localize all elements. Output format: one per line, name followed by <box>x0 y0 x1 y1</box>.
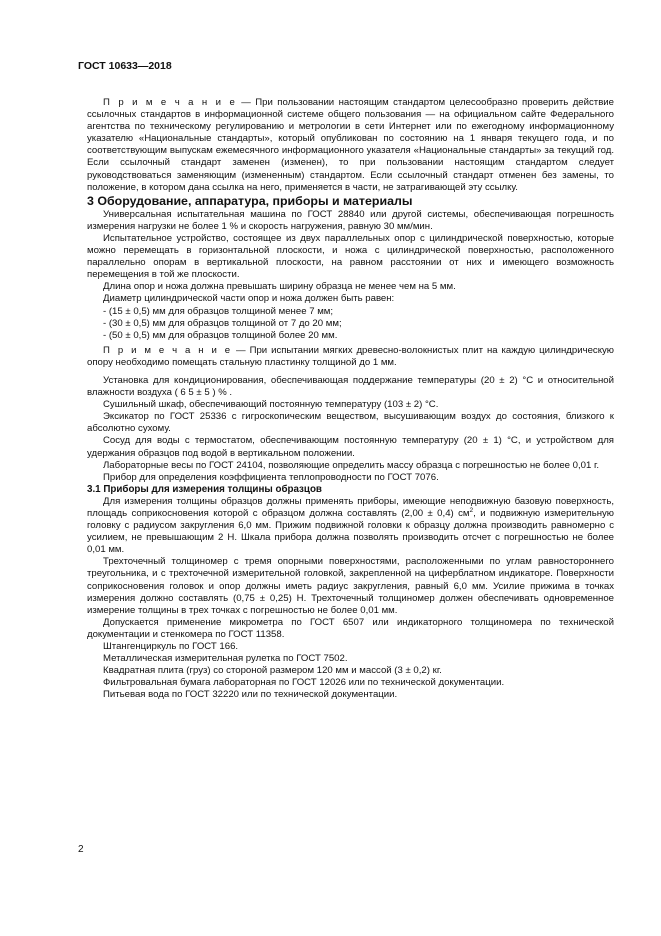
paragraph: Допускается применение микрометра по ГОСТ 6507 или индикаторного толщиномера по технической документации и стенкомера по ГОСТ 11358. <box>87 616 614 640</box>
note-label: П р и м е ч а н и е <box>103 344 233 356</box>
paragraph: Длина опор и ножа должна превышать ширину образца не менее чем на 5 мм. <box>103 281 456 293</box>
note-text: — При пользовании настоящим стандартом целесообразно проверить действие ссылочных стандартов в информационной системе общего пользования — на официальном сайте Федерального агентства по техническому регулированию и метрологии в сети Интернет или по ежегодному информационному указателю «Национальные стандарты», который опубликован по состоянию на 1 января текущего года, и по соответствующим выпускам ежемесячного информационного указателя «Национальные стандарты» за текущий год. Если ссылочный стандарт заменен (изменен), то при пользовании настоящим стандартом следует руководствоваться заменяющим (измененным) стандартом. Если ссылочный стандарт отменен без замены, то положение, в котором дана ссылка на него, применяется в части, не затрагивающей эту ссылку. <box>87 97 614 193</box>
paragraph: Диаметр цилиндрической части опор и ножа должен быть равен: <box>103 293 395 305</box>
paragraph: Испытательное устройство, состоящее из двух параллельных опор с цилиндрической поверхностью, которые можно перемещать в горизонтальной плоскости, и ножа с цилиндрической поверхностью, расположенного параллельно опорам в вертикальной плоскости, на равном расстоянии от них и имеющего возможность перемещения в той же плоскости. <box>87 232 614 281</box>
paragraph: Универсальная испытательная машина по ГОСТ 28840 или другой системы, обеспечивающая погрешность измерения нагрузки не более 1 % и скорость нагружения, равную 30 мм/мин. <box>87 208 614 232</box>
paragraph: Трехточечный толщиномер с тремя опорными поверхностями, расположенными по углам равностороннего треугольника, и с трехточечной измерительной головкой, закрепленной на циферблатном индикаторе. Поверхности соприкосновения головок и опор должны иметь радиус закругления, равный 6,0 мм. Усилие прижима в точках измерения должно составлять (0,75 ± 0,25) Н. Трехточечный толщиномер должен обеспечивать одновременное измерение толщины в трех точках с погрешностью не более 0,01 мм. <box>87 556 614 616</box>
list-item: - (50 ± 0,5) мм для образцов толщиной более 20 мм. <box>103 329 338 341</box>
text-run: , и подвижную измерительную головку с радиусом закругления 6,0 мм. Прижим подвижной головки к образцу должна производить равномерно с усилием, не превышающим 2 Н. Шкала прибора должна позволять производить отсчет с погрешностью не более 0,01 мм. <box>87 508 614 556</box>
text-run: Для измерения толщины образцов должны применять приборы, имеющие неподвижную базовую поверхность, площадь соприкосновения которой с образцом должна составлять (2,00 ± 0,4) см <box>87 495 614 519</box>
paragraph: Питьевая вода по ГОСТ 32220 или по технической документации. <box>103 689 398 701</box>
page-content <box>87 97 614 702</box>
note-paragraph <box>87 345 614 369</box>
list-item: - (30 ± 0,5) мм для образцов толщиной от 7 до 20 мм; <box>103 317 342 329</box>
paragraph: Сушильный шкаф, обеспечивающий постоянную температуру (103 ± 2) °С. <box>103 399 439 411</box>
paragraph: Фильтровальная бумага лабораторная по ГОСТ 12026 или по технической документации. <box>103 677 505 689</box>
section-3-heading: 3 Оборудование, аппаратура, приборы и материалы <box>87 193 413 208</box>
paragraph: Сосуд для воды с термостатом, обеспечивающим постоянную температуру (20 ± 1) °С, и устройством для удержания образцов под водой в вертикальном положении. <box>87 435 614 459</box>
paragraph: Квадратная плита (груз) со стороной размером 120 мм и массой (3 ± 0,2) кг. <box>103 665 442 677</box>
page-number: 2 <box>78 844 84 855</box>
section-3-1-heading: 3.1 Приборы для измерения толщины образцов <box>87 483 322 495</box>
paragraph: Прибор для определения коэффициента теплопроводности по ГОСТ 7076. <box>103 471 439 483</box>
page-header: ГОСТ 10633—2018 <box>78 60 172 72</box>
paragraph: Установка для кондиционирования, обеспечивающая поддержание температуры (20 ± 2) °С и относительной влажности воздуха ( 6 5 ± 5 ) % . <box>87 374 614 399</box>
note-paragraph <box>87 97 614 194</box>
list-item: - (15 ± 0,5) мм для образцов толщиной менее 7 мм; <box>103 305 334 317</box>
paragraph: Штангенциркуль по ГОСТ 166. <box>103 641 239 653</box>
paragraph <box>87 496 614 556</box>
paragraph: Лабораторные весы по ГОСТ 24104, позволяющие определить массу образца с погрешностью не более 0,01 г. <box>103 459 600 471</box>
paragraph: Металлическая измерительная рулетка по ГОСТ 7502. <box>103 653 348 665</box>
note-text: — При испытании мягких древесно-волокнистых плит на каждую цилиндрическую опору необходимо помещать стальную пластинку толщиной до 1 мм. <box>87 344 615 368</box>
note-label: П р и м е ч а н и е <box>103 97 237 108</box>
paragraph: Эксикатор по ГОСТ 25336 с гигроскопическим веществом, высушивающим воздух до состояния, близкого к абсолютно сухому. <box>87 411 614 435</box>
superscript: 2 <box>469 506 474 514</box>
